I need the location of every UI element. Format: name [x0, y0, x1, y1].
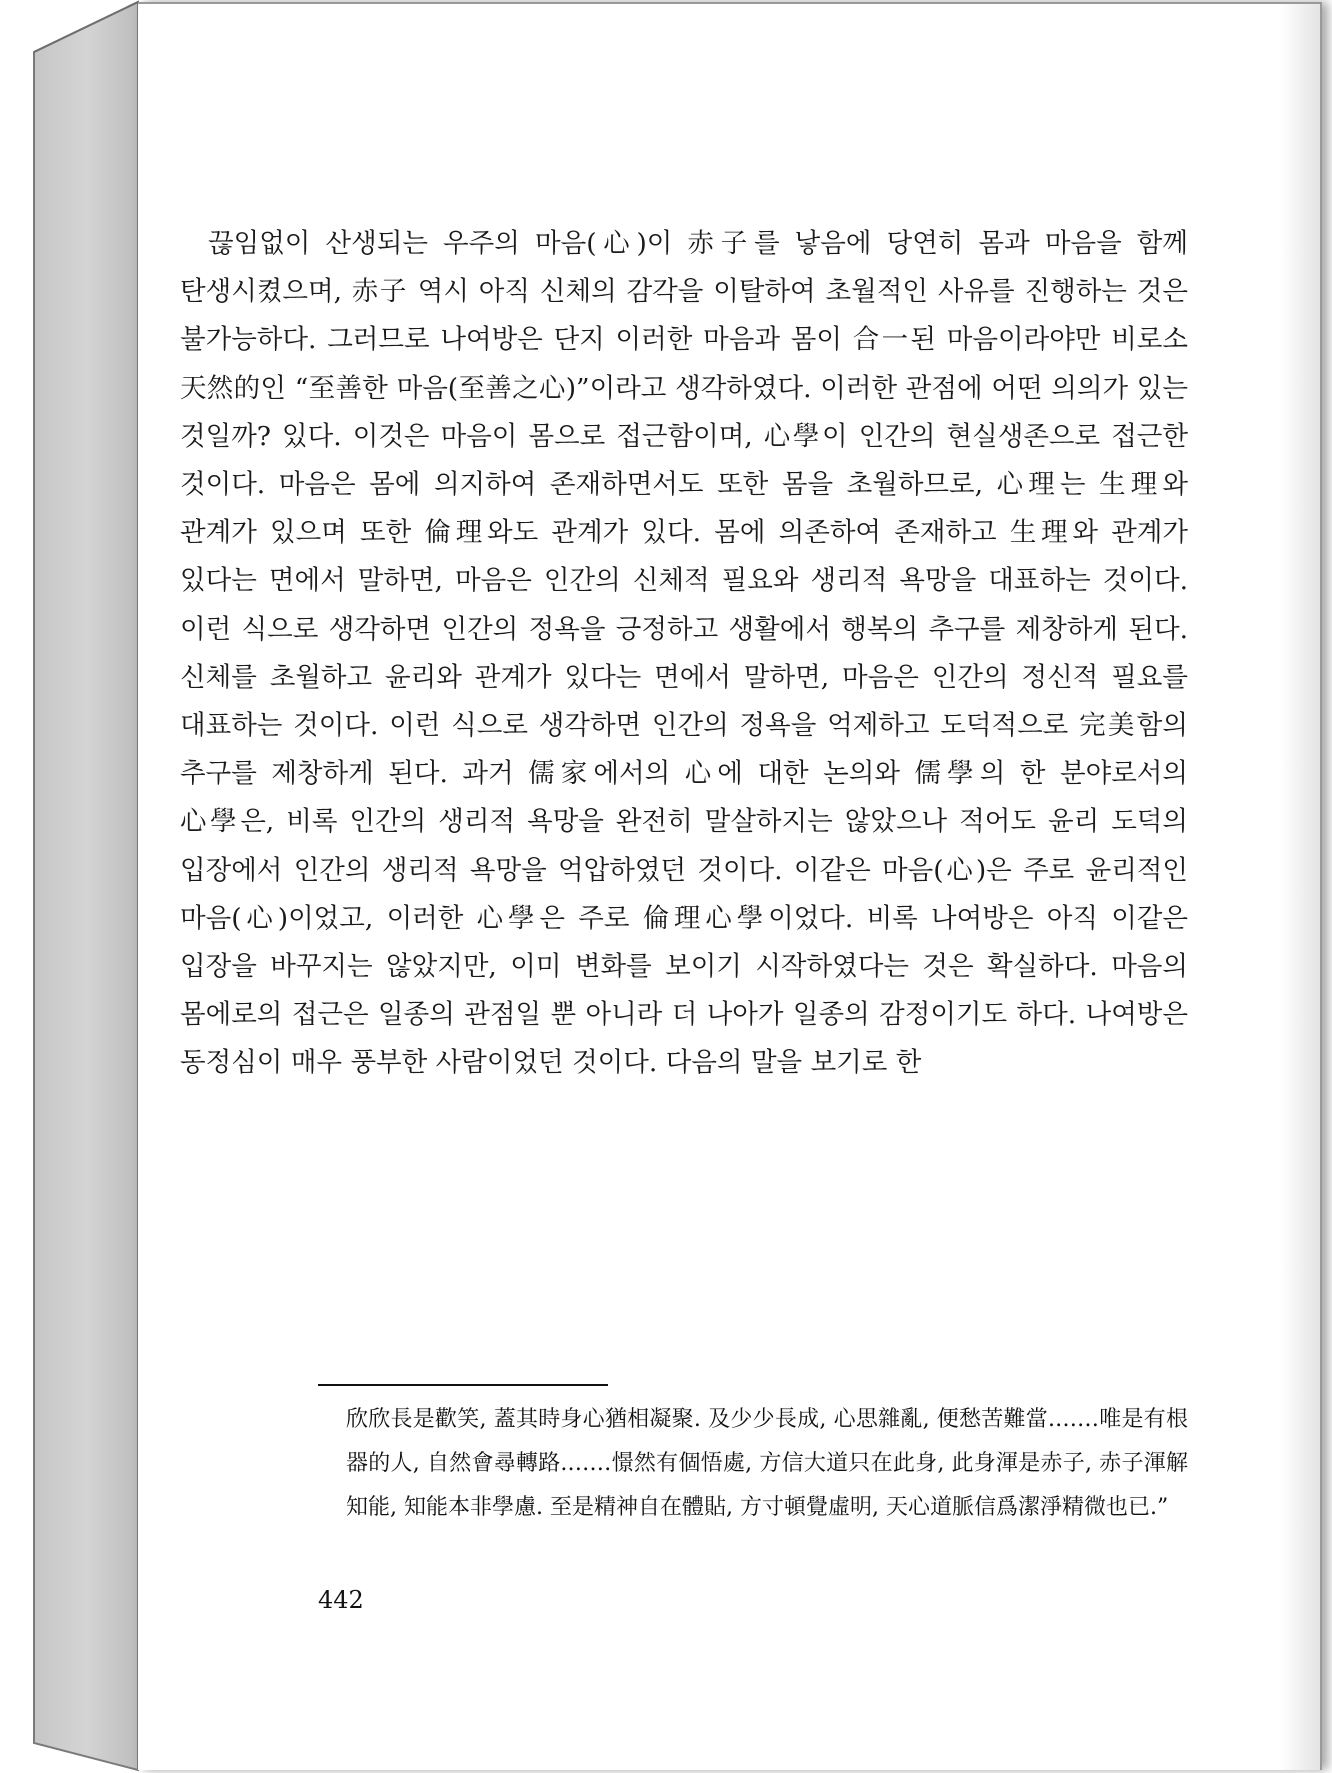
- body-paragraph: 끊임없이 산생되는 우주의 마음(心)이 赤子를 낳음에 당연히 몸과 마음을 함께 탄생시켰으며, 赤子 역시 아직 신체의 감각을 이탈하여 초월적인 사유를 진행하는 것은 불가능하다. 그러므로 나여방은 단지 이러한 마음과 몸이 合一된 마음이라야만 비로소 天然的인 “至善한 마음(至善之心)”이라고 생각하였다. 이러한 관점에 어떤 의의가 있는 것일까? 있다. 이것은 마음이 몸으로 접근함이며, 心學이 인간의 현실생존으로 접근한 것이다. 마음은 몸에 의지하여 존재하면서도 또한 몸을 초월하므로, 心理는 生理와 관계가 있으며 또한 倫理와도 관계가 있다. 몸에 의존하여 존재하고 生理와 관계가 있다는 면에서 말하면, 마음은 인간의 신체적 필요와 생리적 욕망을 대표하는 것이다. 이런 식으로 생각하면 인간의 정욕을 긍정하고 생활에서 행복의 추구를 제창하게 된다. 신체를 초월하고 윤리와 관계가 있다는 면에서 말하면, 마음은 인간의 정신적 필요를 대표하는 것이다. 이런 식으로 생각하면 인간의 정욕을 억제하고 도덕적으로 完美함의 추구를 제창하게 된다. 과거 儒家에서의 心에 대한 논의와 儒學의 한 분야로서의 心學은, 비록 인간의 생리적 욕망을 완전히 말살하지는 않았으나 적어도 윤리 도덕의 입장에서 인간의 생리적 욕망을 억압하였던 것이다. 이같은 마음(心)은 주로 윤리적인 마음(心)이었고, 이러한 心學은 주로 倫理心學이었다. 비록 나여방은 아직 이같은 입장을 바꾸지는 않았지만, 이미 변화를 보이기 시작하였다는 것은 확실하다. 마음의 몸에로의 접근은 일종의 관점일 뿐 아니라 더 나아가 일종의 감정이기도 하다. 나여방은 동정심이 매우 풍부한 사람이었던 것이다. 다음의 말을 보기로 한: [180, 228, 1188, 1079]
- page-edge-shadow: [1280, 4, 1320, 1770]
- page-number: 442: [318, 1586, 364, 1614]
- footnote-text: 欣欣長是歡笑, 蓋其時身心猶相凝聚. 及少少長成, 心思雜亂, 便愁苦難當.……唯是有根器的人, 自然會尋轉路.……憬然有個悟處, 方信大道只在此身, 此身渾是赤子, 赤子渾解知能, 知能本非學慮. 至是精神自在體貼, 方寸頓覺虛明, 天心道脈信爲潔淨精微也已.”: [346, 1407, 1188, 1520]
- footnote-divider: [318, 1384, 608, 1386]
